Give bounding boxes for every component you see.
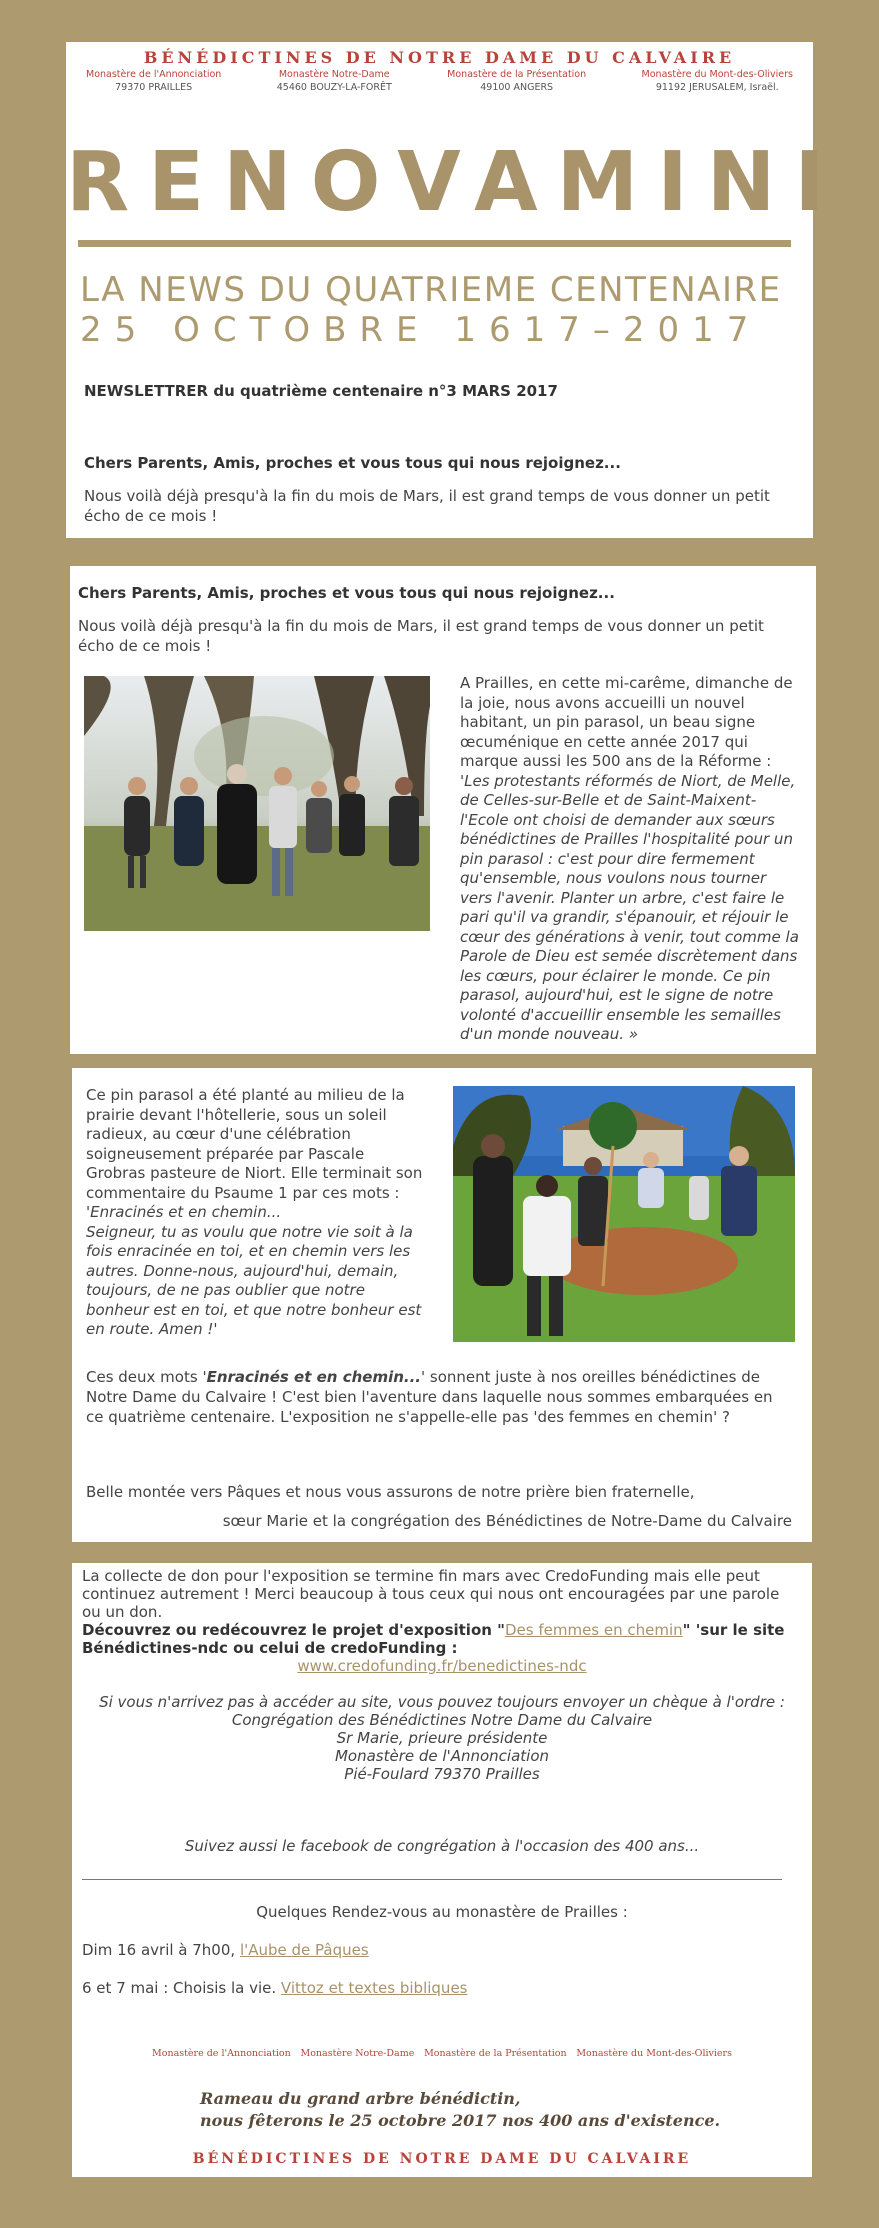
monastery-item	[642, 68, 793, 94]
newsletter-subtitle: LA NEWS DU QUATRIEME CENTENAIRE	[80, 270, 782, 310]
words-emphasis: Enracinés et en chemin...	[206, 1368, 421, 1386]
cheque-line: Monastère de l'Annonciation	[334, 1747, 549, 1765]
monastery-item	[277, 68, 392, 94]
footer-monastery: Monastère du Mont-des-Oliviers	[576, 2048, 732, 2059]
story-quote: 'Les protestants réformés de Niort, de Melle, de Celles-sur-Belle et de Saint-Maixent-l'Ecole ont choisi de demander aux sœurs bénédictines de Prailles l'hospitalité pour un pin parasol : c'est pour dire fermement qu'ensemble, nous voulons nous tourner vers l'avenir. Planter un arbre, c'est faire le pari qu'il va grandir, s'épanouir, et réjouir le cœur des générations à venir, tout comme la Parole de Dieu est semée discrètement dans les cœurs, pour éclairer le monde. Ce pin parasol, aujourd'hui, est le signe de notre volonté d'accueillir ensemble les semailles d'un monde nouveau. »	[460, 771, 799, 1043]
anniversary-date: 25 OCTOBRE 1617–2017	[80, 310, 762, 350]
discover-text	[82, 1621, 800, 1657]
cheque-line: Pié-Foulard 79370 Prailles	[344, 1765, 540, 1783]
footer-motto	[200, 2088, 720, 2132]
cheque-line: Si vous n'arrivez pas à accéder au site, vous pouvez toujours envoyer un chèque à l'ordre :	[99, 1693, 785, 1711]
intro-text: Nous voilà déjà presqu'à la fin du mois de Mars, il est grand temps de vous donner un petit écho de ce mois !	[78, 617, 764, 655]
divider	[82, 1879, 782, 1880]
pine-story-text	[460, 674, 800, 1045]
photo-tree-planting	[453, 1086, 795, 1342]
vittoz-link[interactable]: Vittoz et textes bibliques	[280, 1979, 468, 1997]
discover-pre: Découvrez ou redécouvrez le projet d'exposition "	[82, 1621, 505, 1639]
story-plain: A Prailles, en cette mi-carême, dimanche de la joie, nous avons accueilli un nouvel habitant, un pin parasol, un beau signe œcuménique en cette année 2017 qui marque aussi les 500 ans de la Réforme :	[460, 674, 793, 770]
rdv-title: Quelques Rendez-vous au monastère de Prailles :	[256, 1903, 628, 1921]
collect-text: La collecte de don pour l'exposition se termine fin mars avec CredoFunding mais elle peut continuez autrement ! Merci beaucoup à tous ceux qui nous ont encouragées par une parole ou un don.	[82, 1567, 780, 1621]
cheque-line: Congrégation des Bénédictines Notre Dame du Calvaire	[231, 1711, 653, 1729]
intro-text: Nous voilà déjà presqu'à la fin du mois de Mars, il est grand temps de vous donner un petit écho de ce mois !	[84, 487, 770, 525]
footer-banner	[72, 2018, 812, 2176]
words-post: ' sonnent juste à nos oreilles bénédictines de Notre Dame du Calvaire ! C'est bien l'aventure dans laquelle nous sommes embarquées en ce quatrième centenaire. L'exposition ne s'appelle-elle pas 'des femmes en chemin' ?	[86, 1368, 773, 1426]
newsletter-header	[66, 42, 844, 538]
monastery-item	[447, 68, 586, 94]
exhibition-link[interactable]: Des femmes en chemin	[504, 1621, 683, 1639]
greeting: Chers Parents, Amis, proches et vous tous qui nous rejoignez...	[84, 454, 621, 472]
event-item	[82, 1979, 467, 1997]
event-item	[82, 1941, 369, 1959]
monastery-name: Monastère du Mont-des-Oliviers	[641, 69, 793, 80]
divider	[78, 240, 791, 247]
brand-title: RENOVAMINI	[66, 135, 844, 230]
monastery-item	[86, 68, 221, 94]
monastery-location: 91192 JERUSALEM, Israël.	[655, 82, 779, 93]
url-line	[72, 1657, 812, 1675]
planting-text	[86, 1086, 426, 1340]
photo-pine-ceremony	[84, 676, 430, 931]
monastery-name: Monastère de la Présentation	[447, 69, 587, 80]
signature: sœur Marie et la congrégation des Bénédictines de Notre-Dame du Calvaire	[222, 1512, 792, 1530]
words-paragraph	[86, 1367, 786, 1427]
footer-monastery: Monastère de la Présentation	[424, 2048, 567, 2059]
monastery-list	[86, 68, 793, 94]
story-section-2	[72, 1068, 812, 1542]
footer-monastery: Monastère Notre-Dame	[300, 2048, 415, 2059]
motto-line: Rameau du grand arbre bénédictin,	[200, 2089, 521, 2108]
facebook-text: Suivez aussi le facebook de congrégation à l'occasion des 400 ans...	[184, 1837, 700, 1855]
discover-post: " 'sur le site Bénédictines-ndc ou celui de credoFunding :	[82, 1621, 785, 1657]
monastery-location: 79370 PRAILLES	[115, 82, 193, 93]
monastery-location: 45460 BOUZY-LA-FORÊT	[276, 82, 392, 93]
easter-dawn-link[interactable]: l'Aube de Pâques	[239, 1941, 369, 1959]
footer-order-name: BÉNÉDICTINES DE NOTRE DAME DU CALVAIRE	[192, 2151, 692, 2167]
credofunding-link[interactable]: www.credofunding.fr/benedictines-ndc	[297, 1657, 587, 1675]
psalm-quote: Seigneur, tu as voulu que notre vie soit à la fois enracinée en toi, et en chemin vers les autres. Donne-nous, aujourd'hui, demain, toujours, de ne pas oublier que notre bonheur est en toi, et que notre bonheur est en route. Amen !'	[86, 1222, 422, 1338]
planting-plain: Ce pin parasol a été planté au milieu de la prairie devant l'hôtellerie, sous un soleil radieux, au cœur d'une célébration soigneusement préparée par Pascale Grobras pasteure de Niort. Elle terminait son commentaire du Psaume 1 par ces mots :	[86, 1086, 423, 1202]
event-date: 6 et 7 mai : Choisis la vie.	[82, 1979, 281, 1997]
donation-section	[72, 1563, 812, 2177]
cheque-block	[72, 1693, 812, 1783]
psalm-quote-title: 'Enracinés et en chemin...	[86, 1203, 282, 1221]
monastery-name: Monastère Notre-Dame	[278, 69, 390, 80]
motto-line: nous fêterons le 25 octobre 2017 nos 400 ans d'existence.	[200, 2111, 721, 2130]
greeting: Chers Parents, Amis, proches et vous tous qui nous rejoignez...	[78, 584, 615, 602]
monastery-name: Monastère de l'Annonciation	[86, 69, 222, 80]
footer-monasteries	[152, 2048, 732, 2059]
newsletter-issue-title: NEWSLETTRER du quatrième centenaire n°3 MARS 2017	[84, 382, 558, 400]
footer-monastery: Monastère de l'Annonciation	[152, 2048, 291, 2059]
story-section-1	[70, 566, 816, 1054]
monastery-location: 49100 ANGERS	[480, 82, 554, 93]
event-date: Dim 16 avril à 7h00,	[82, 1941, 240, 1959]
order-name: BÉNÉDICTINES DE NOTRE DAME DU CALVAIRE	[143, 48, 736, 67]
words-pre: Ces deux mots '	[86, 1368, 207, 1386]
closing-line: Belle montée vers Pâques et nous vous assurons de notre prière bien fraternelle,	[86, 1483, 695, 1501]
cheque-line: Sr Marie, prieure présidente	[336, 1729, 548, 1747]
